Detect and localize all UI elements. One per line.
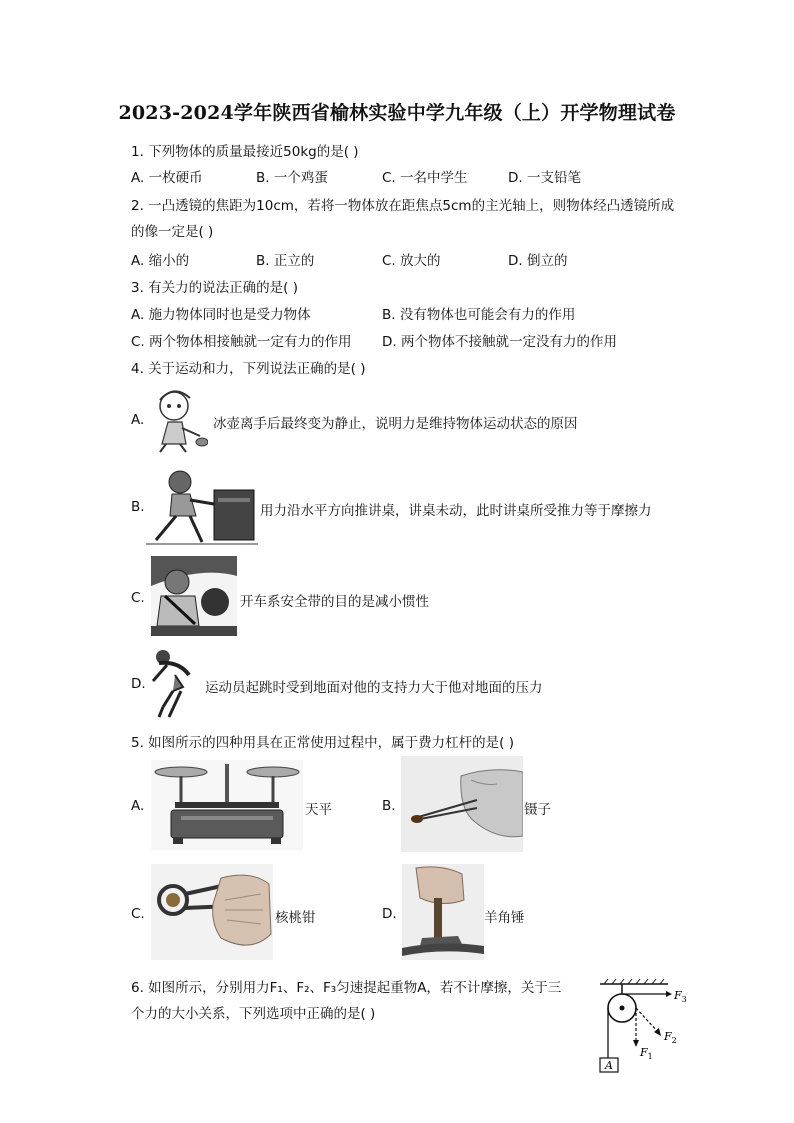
question-5-option-c-letter[interactable]: C. <box>131 906 145 922</box>
question-5-option-d-text: 羊角锤 <box>484 910 525 926</box>
pulley-diagram <box>596 978 696 1078</box>
force-f1-label: $F_1$ <box>640 1046 653 1061</box>
question-5-option-b-letter[interactable]: B. <box>382 798 396 814</box>
question-5-option-a-text: 天平 <box>305 802 332 818</box>
exam-title: 2023-2024学年陕西省榆林实验中学九年级（上）开学物理试卷 <box>118 102 676 124</box>
question-6-stem-line1: 6. 如图所示，分别用力F₁、F₂、F₃匀速提起重物A，若不计摩擦，关于三 <box>131 980 562 996</box>
question-2-stem-line2: 的像一定是( ) <box>131 224 214 240</box>
athlete-jump-illustration <box>145 647 205 719</box>
question-4-option-b-letter[interactable]: B. <box>131 499 145 515</box>
question-1-option-a[interactable]: A. 一枚硬币 <box>131 170 203 186</box>
question-4-option-a-text: 冰壶离手后最终变为静止，说明力是维持物体运动状态的原因 <box>213 416 578 432</box>
question-2-option-d[interactable]: D. 倒立的 <box>508 253 568 269</box>
question-5-option-d-letter[interactable]: D. <box>382 906 397 922</box>
question-6-stem-line2: 个力的大小关系，下列选项中正确的是( ) <box>131 1006 376 1022</box>
question-4-option-c-letter[interactable]: C. <box>131 590 145 606</box>
question-3-stem: 3. 有关力的说法正确的是( ) <box>131 280 298 296</box>
question-4-option-a-letter[interactable]: A. <box>131 412 145 428</box>
question-4-option-c-text: 开车系安全带的目的是减小惯性 <box>240 594 429 610</box>
question-4-option-b-text: 用力沿水平方向推讲桌，讲桌未动，此时讲桌所受推力等于摩擦力 <box>260 503 652 519</box>
question-2-option-b[interactable]: B. 正立的 <box>256 253 315 269</box>
tweezers-photo <box>401 756 523 852</box>
question-4-option-d-letter[interactable]: D. <box>131 676 146 692</box>
pushing-desk-illustration <box>146 468 258 546</box>
question-2-option-c[interactable]: C. 放大的 <box>382 253 441 269</box>
question-5-option-b-text: 镊子 <box>524 802 551 818</box>
question-5-stem: 5. 如图所示的四种用具在正常使用过程中，属于费力杠杆的是( ) <box>131 735 514 751</box>
balance-scale-photo <box>151 760 303 850</box>
seatbelt-illustration <box>151 556 237 636</box>
force-f2-label: $F_2$ <box>664 1030 677 1045</box>
question-2-option-a[interactable]: A. 缩小的 <box>131 253 190 269</box>
block-label: A <box>605 1059 613 1072</box>
question-3-option-b[interactable]: B. 没有物体也可能会有力的作用 <box>382 307 576 323</box>
question-3-option-c[interactable]: C. 两个物体相接触就一定有力的作用 <box>131 334 352 350</box>
question-5-option-c-text: 核桃钳 <box>275 910 316 926</box>
question-3-option-d[interactable]: D. 两个物体不接触就一定没有力的作用 <box>382 334 617 350</box>
curling-illustration <box>146 388 208 454</box>
question-1-stem: 1. 下列物体的质量最接近50kg的是( ) <box>131 144 359 160</box>
nutcracker-photo <box>151 864 273 960</box>
question-4-option-d-text: 运动员起跳时受到地面对他的支持力大于他对地面的压力 <box>205 680 543 696</box>
question-2-stem-line1: 2. 一凸透镜的焦距为10cm，若将一物体放在距焦点5cm的主光轴上，则物体经凸透镜所成 <box>131 198 675 214</box>
question-3-option-a[interactable]: A. 施力物体同时也是受力物体 <box>131 307 311 323</box>
claw-hammer-photo <box>402 864 484 960</box>
question-5-option-a-letter[interactable]: A. <box>131 798 145 814</box>
question-4-stem: 4. 关于运动和力，下列说法正确的是( ) <box>131 361 366 377</box>
question-1-option-b[interactable]: B. 一个鸡蛋 <box>256 170 328 186</box>
question-1-option-c[interactable]: C. 一名中学生 <box>382 170 468 186</box>
force-f3-label: $F_3$ <box>674 989 687 1004</box>
question-1-option-d[interactable]: D. 一支铅笔 <box>508 170 581 186</box>
